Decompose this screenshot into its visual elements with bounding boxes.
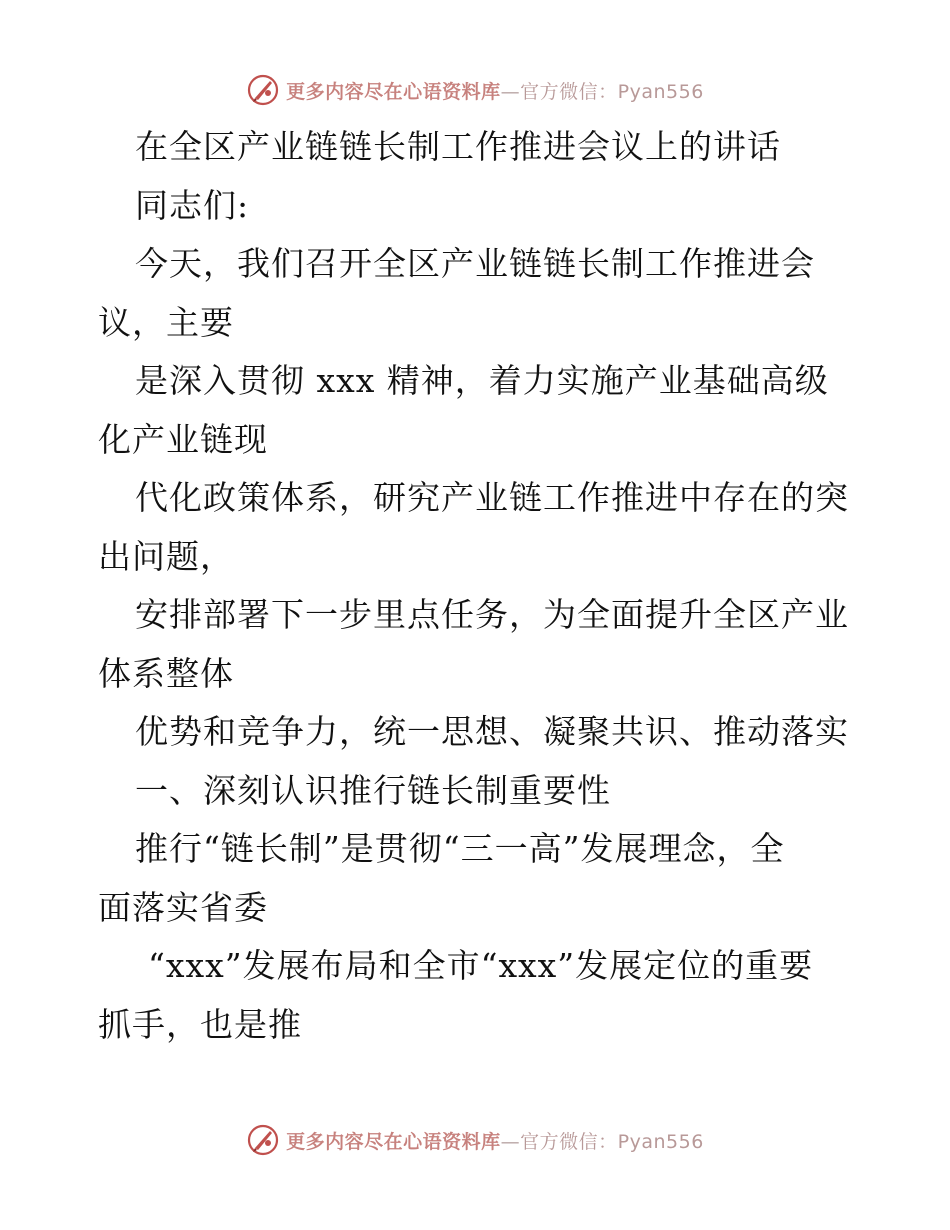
watermark-text (286, 1127, 704, 1154)
paragraph-line: 优势和竞争力，统一思想、凝聚共识、推动落实 (135, 712, 849, 751)
paragraph-line: 是深入贯彻 xxx 精神，着力实施产业基础高级 (135, 361, 829, 400)
paragraph-line: 议，主要 (98, 302, 234, 342)
watermark-separator: — (500, 80, 521, 103)
paragraph-line: 面落实省委 (98, 887, 268, 927)
document-title: 在全区产业链链长制工作推进会议上的讲话 (135, 127, 781, 166)
document-body (98, 118, 858, 1054)
section-heading: 一、深刻认识推行链长制重要性 (135, 770, 611, 810)
footer-watermark (0, 1120, 950, 1160)
paragraph-line: 代化政策体系，研究产业链工作推进中存在的突 (135, 478, 849, 517)
paragraph-line: 抓手，也是推 (98, 1004, 302, 1044)
quill-logo-icon (246, 73, 280, 107)
paragraph-line: 出问题， (98, 536, 234, 576)
watermark-wechat: 官方微信：Pyan556 (520, 80, 704, 103)
paragraph-line: 今天，我们召开全区产业链链长制工作推进会 (135, 244, 815, 283)
salutation: 同志们: (135, 185, 250, 225)
watermark-separator: — (500, 1130, 521, 1153)
watermark-main: 更多内容尽在心语资料库 (286, 1130, 501, 1153)
paragraph-line: “xxx”发展布局和全市“xxx”发展定位的重要 (148, 946, 814, 985)
paragraph-line: 安排部署下一步里点任务，为全面提升全区产业 (135, 595, 849, 634)
header-watermark (0, 70, 950, 110)
watermark-wechat: 官方微信：Pyan556 (520, 1130, 704, 1153)
paragraph-line: 化产业链现 (98, 419, 268, 459)
paragraph-line: 推行“链长制”是贯彻“三一高”发展理念，全 (135, 829, 785, 868)
paragraph-line: 体系整体 (98, 653, 234, 693)
watermark-main: 更多内容尽在心语资料库 (286, 80, 501, 103)
quill-logo-icon (246, 1123, 280, 1157)
watermark-text (286, 77, 704, 104)
